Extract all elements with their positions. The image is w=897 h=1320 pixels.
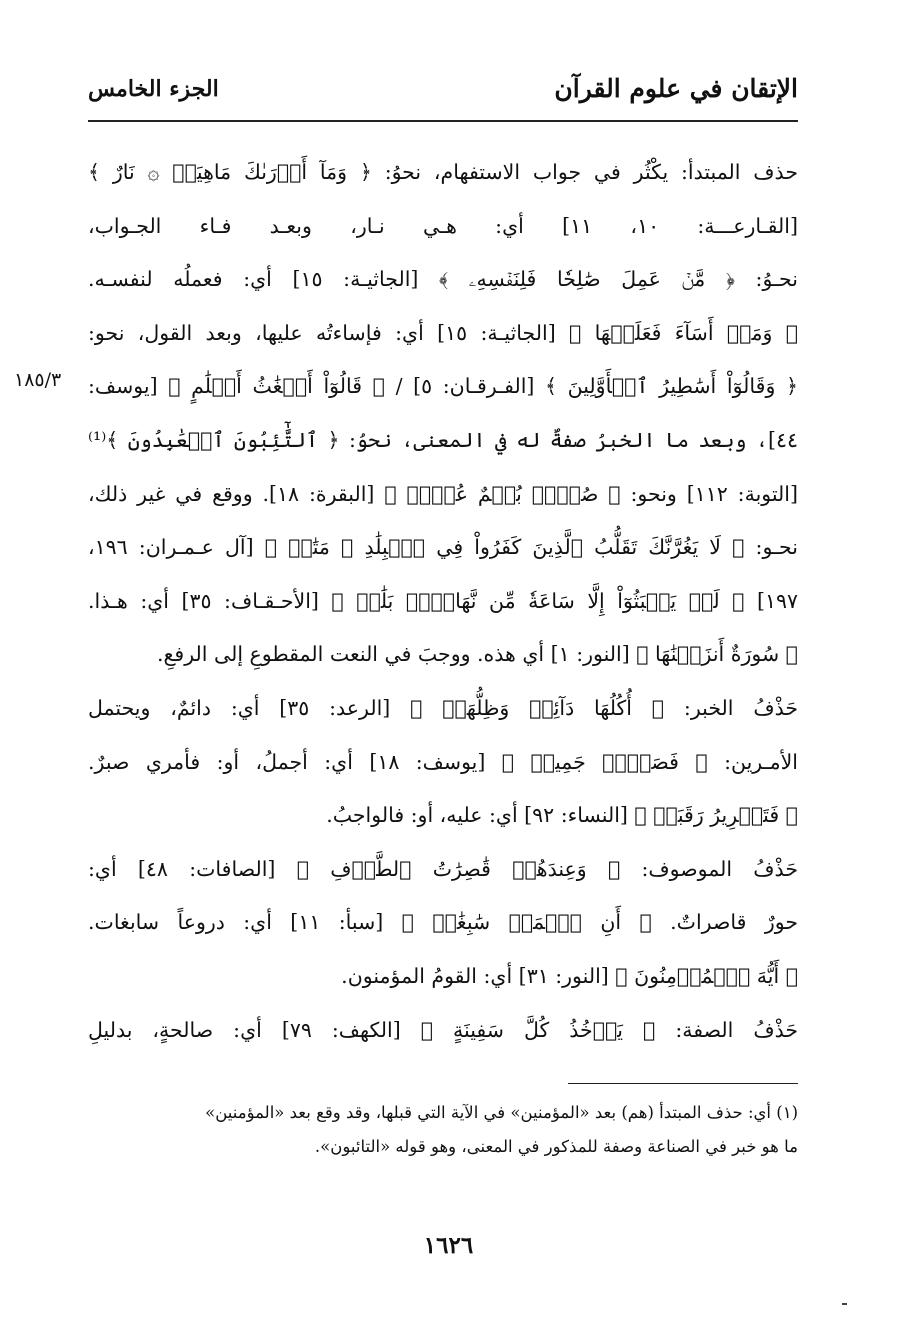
text-line: حورٌ قاصراتٌ. ﴿ أَنِ ٱعۡمَلۡ سَٰبِغَٰتٖ ﴾ [سبأ: ١١] أي: دروعاً سابغات. <box>88 910 798 935</box>
text-line: ﴿ فَتَحۡرِيرُ رَقَبَةٖ ﴾ [النساء: ٩٢] أي: عليه، أو: فالواجبُ. <box>326 803 798 828</box>
part-title: الجزء الخامس <box>88 76 219 102</box>
text-line: حذف المبتدأ: يكْثُر في جواب الاستفهام، نحوُ: ﴿ وَمَآ أَدۡرَىٰكَ مَاهِيَهۡ ۞ نَارٌ ﴾ <box>88 160 798 184</box>
footnote-line: ما هو خبر في الصناعة وصفة للمذكور في المعنى، وهو قوله «التائبون». <box>314 1137 798 1156</box>
text-line: حَذْفُ الصفة: ﴿ يَأۡخُذُ كُلَّ سَفِينَةٍ ﴾ [الكهف: ٧٩] أي: صالحةٍ، بدليلِ <box>88 1017 798 1042</box>
text-line: نحـوُ: ﴿ مَّنۡ عَمِلَ صَٰلِحٗا فَلِنَفۡسِهِۦ ﴾ [الجاثيـة: ١٥] أي: فعملُه لنفسـه. <box>88 267 798 292</box>
body-text <box>88 146 798 1057</box>
header-rule <box>88 120 798 122</box>
text-line: ﴿ وَقَالُوٓاْ أَسَٰطِيرُ ٱلۡأَوَّلِينَ ﴾ [الفـرقـان: ٥] / ﴿ قَالُوٓاْ أَضۡغَٰثُ أَحۡلَٰمٍ ﴾ [يوسف: <box>88 374 798 399</box>
text-line: حَذْفُ الموصوف: ﴿ وَعِندَهُمۡ قَٰصِرَٰتُ ٱلطَّرۡفِ ﴾ [الصافات: ٤٨] أي: <box>88 856 798 881</box>
footnotes <box>88 1096 798 1164</box>
footnote-rule <box>568 1083 798 1084</box>
text-line: [القـارعـــة: ١٠، ١١] أي: هـي نـار، وبعـد فـاء الجـواب، <box>88 213 798 238</box>
text-line: ﴿ وَمَنۡ أَسَآءَ فَعَلَيۡهَا ﴾ [الجاثيـة: ١٥] أي: فإساءتُه عليها، وبعد القول، نحو: <box>88 320 798 345</box>
scan-mark <box>842 1303 847 1305</box>
margin-reference: ١٨٥/٣ <box>14 369 62 391</box>
text-line: ﴿ أَيُّهَ ٱلۡمُؤۡمِنُونَ ﴾ [النور: ٣١] أي: القومُ المؤمنون. <box>341 963 798 988</box>
text-line: ﴿ سُورَةٌ أَنزَلۡنَٰهَا ﴾ [النور: ١] أي هذه. ووجبَ في النعت المقطوعِ إلى الرفعِ. <box>157 642 798 667</box>
text-line: حَذْفُ الخبر: ﴿ أُكُلُهَا دَآئِمٞ وَظِلُّهَاۚ ﴾ [الرعد: ٣٥] أي: دائمٌ، ويحتمل <box>88 695 798 720</box>
text-line: نحـو: ﴿ لَا يَغُرَّنَّكَ تَقَلُّبُ ٱلَّذِينَ كَفَرُواْ فِي ٱلۡبِلَٰدِ ۞ مَتَٰعٞ ﴾ [آل عـمـران: ١٩٦، <box>88 535 798 560</box>
page-header <box>88 70 798 114</box>
text-line: [التوبة: ١١٢] ونحو: ﴿ صُمُّۢ بُكۡمٌ عُمۡيٞ ﴾ [البقرة: ١٨]. ووقع في غير ذلك، <box>88 481 798 506</box>
book-title: الإتقان في علوم القرآن <box>554 74 798 103</box>
page-number: ١٦٢٦ <box>423 1232 474 1259</box>
text-line: ٤٤]، وبعد ما الخبرُ صفةٌ له في المعنى، نحوُ: ﴿ ٱلتَّٰٓئِبُونَ ٱلۡعَٰبِدُونَ ﴾⁽¹⁾ <box>88 427 798 452</box>
text-line: الأمـرين: ﴿ فَصَبۡرٞ جَمِيلٞ ﴾ [يوسف: ١٨] أي: أجملُ، أو: فأمري صبرٌ. <box>88 749 798 774</box>
footnote-line: (١) أي: حذف المبتدأ (هم) بعد «المؤمنين» في الآية التي قبلها، وقد وقع بعد «المؤمنين» <box>205 1103 798 1122</box>
text-line: ١٩٧] ﴿ لَمۡ يَلۡبَثُوٓاْ إِلَّا سَاعَةٗ مِّن نَّهَارِۭۚ بَلَٰغٞ ﴾ [الأحـقـاف: ٣٥] أي: هـذا. <box>88 588 798 613</box>
